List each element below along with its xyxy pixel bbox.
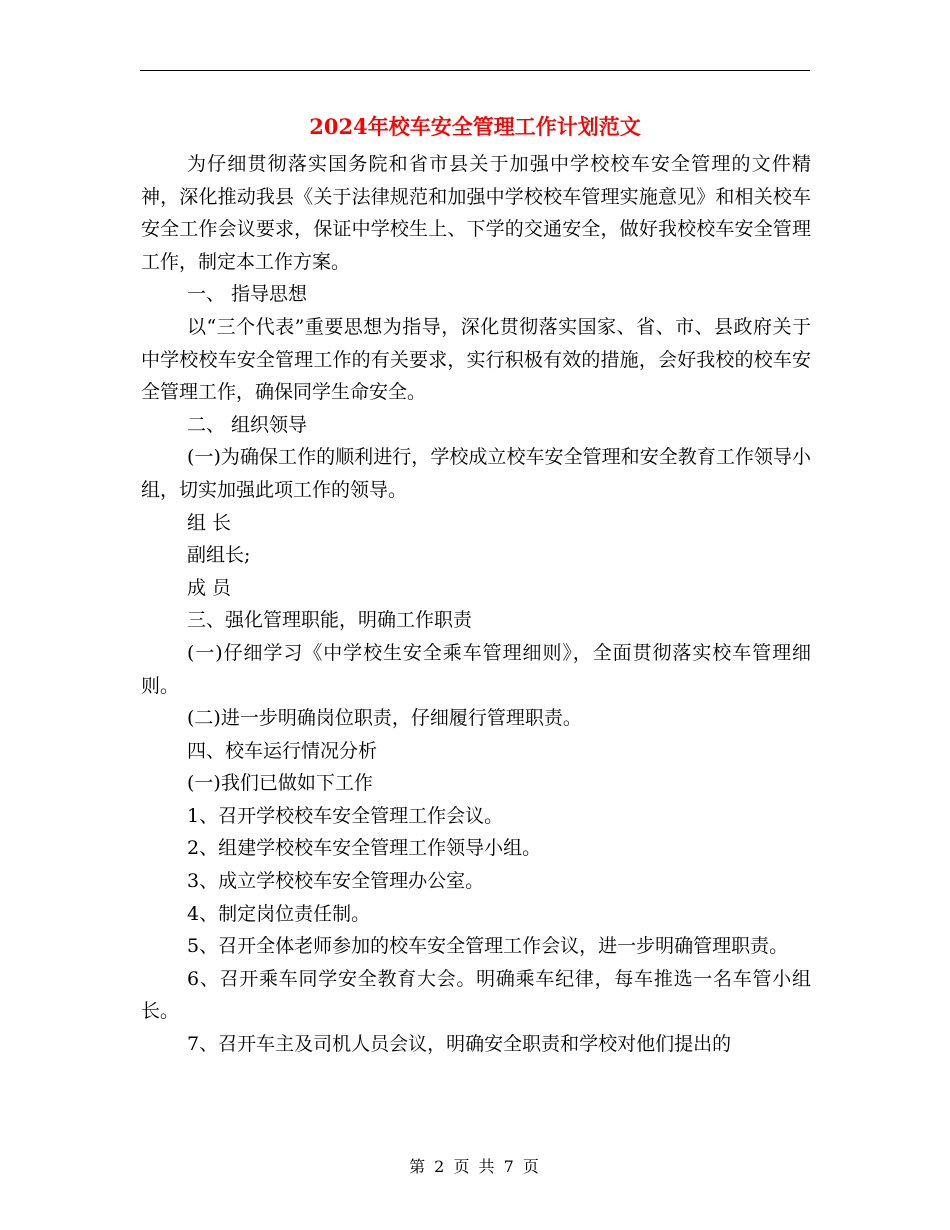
subheading-work-done: (一)我们已做如下工作 — [187, 772, 373, 795]
page-number: 第 2 页 共 7 页 — [409, 1157, 541, 1176]
paragraph-organization: (一)为确保工作的顺利进行，学校成立校车安全管理和安全教育工作领导小组，切实加强此项工作的领导。 — [141, 446, 811, 501]
heading-guiding-ideology: 一、 指导思想 — [187, 283, 308, 306]
list-item-6: 6、召开乘车同学安全教育大会。明确乘车纪律，每车推选一名车管小组长。 — [141, 967, 811, 1023]
role-deputy-leader: 副组长; — [187, 544, 251, 567]
heading-responsibilities: 三、强化管理职能，明确工作职责 — [187, 609, 473, 632]
list-item-1: 1、召开学校校车安全管理工作会议。 — [187, 804, 504, 827]
paragraph-guiding-ideology: 以“三个代表”重要思想为指导，深化贯彻落实国家、省、市、县政府关于中学校校车安全管理工作的有关要求，实行积极有效的措施，会好我校的校车安全管理工作，确保同学生命安全。 — [141, 315, 811, 404]
document-body — [141, 148, 811, 1061]
list-item-3: 3、成立学校校车安全管理办公室。 — [187, 870, 485, 893]
document-title: 2024年校车安全管理工作计划范文 — [309, 114, 641, 139]
role-leader: 组 长 — [187, 511, 232, 534]
list-item-7: 7、召开车主及司机人员会议，明确安全职责和学校对他们提出的 — [187, 1033, 732, 1056]
heading-operation-analysis: 四、校车运行情况分析 — [187, 739, 378, 762]
paragraph-intro: 为仔细贯彻落实国务院和省市县关于加强中学校校车安全管理的文件精神，深化推动我县《关于法律规范和加强中学校校车管理实施意见》和相关校车安全工作会议要求，保证中学校生上、下学的交通安全，做好我校校车安全管理工作，制定本工作方案。 — [141, 153, 811, 273]
header-rule — [140, 70, 810, 71]
paragraph-responsibility-1: (一)仔细学习《中学校生安全乘车管理细则》，全面贯彻落实校车管理细则。 — [141, 641, 811, 697]
role-members: 成 员 — [187, 576, 232, 599]
list-item-2: 2、组建学校校车安全管理工作领导小组。 — [187, 837, 542, 860]
heading-organization: 二、 组织领导 — [187, 413, 308, 436]
paragraph-responsibility-2: (二)进一步明确岗位职责，仔细履行管理职责。 — [187, 707, 582, 730]
list-item-5: 5、召开全体老师参加的校车安全管理工作会议，进一步明确管理职责。 — [187, 935, 789, 958]
list-item-4: 4、制定岗位责任制。 — [187, 902, 371, 925]
